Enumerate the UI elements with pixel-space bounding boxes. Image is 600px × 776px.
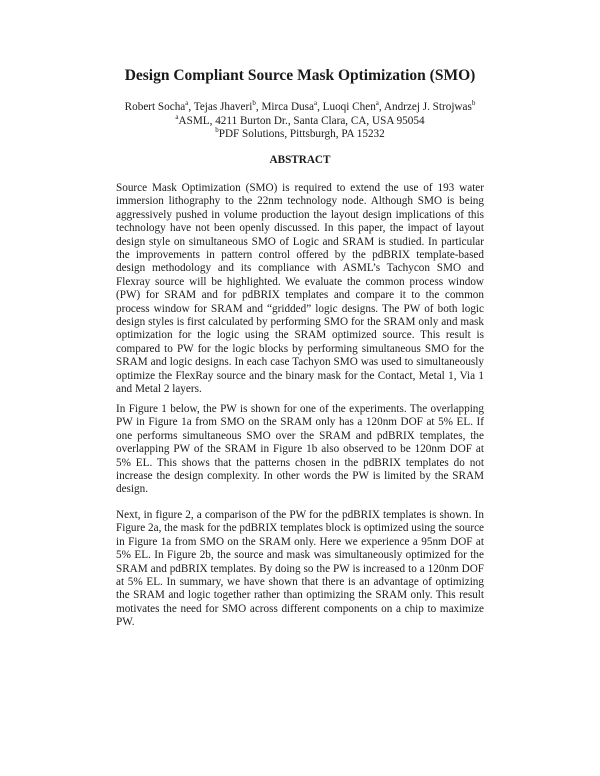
- paper-title: Design Compliant Source Mask Optimization (SMO): [124, 67, 476, 84]
- author-affiliation-marker: a: [375, 99, 379, 107]
- author-affiliation-marker: a: [185, 99, 189, 107]
- affiliation-text: PDF Solutions, Pittsburgh, PA 15232: [218, 128, 385, 140]
- author-affiliation-marker: b: [471, 99, 476, 107]
- author-name: Andrzej J. Strojwas: [383, 101, 472, 113]
- affiliation-marker: b: [215, 126, 219, 134]
- author-name: Robert Socha: [124, 101, 186, 113]
- body-paragraph-figure-1: In Figure 1 below, the PW is shown for one of the experiments. The overlapping PW in Figure 1a from SMO on the SRAM only has a 120nm DOF at 5% EL. If one performs simultaneous SMO over the SRAM and pdBRIX templates, the overlapping PW of the SRAM in Figure 1b also observed to be 120nm DOF at 5% EL. This shows that the patterns chosen in the pdBRIX templates do not increase the design complexity. In other words the PW is limited by the SRAM design.: [116, 403, 484, 496]
- author-name: Tejas Jhaveri: [193, 101, 253, 113]
- abstract-paragraph: Source Mask Optimization (SMO) is required to extend the use of 193 water immersion lithography to the 22nm technology node. Although SMO is being aggressively pushed in volume production the layout design implications of this technology have not been openly discussed. In this paper, the impact of layout design style on simultaneous SMO of Logic and SRAM is studied. In particular the improvements in pattern control offered by the pdBRIX template-based design methodology and its compliance with ASML’s Tachycon SMO and Flexray source will be highlighted. We evaluate the common process window (PW) for SRAM and for pdBRIX templates and compare it to the common process window for SRAM and “gridded” logic designs. The PW of both logic design styles is first calculated by performing SMO for the SRAM only and mask optimization for the logic using the SRAM optimized source. This result is compared to PW for the logic blocks by performing simultaneous SMO for the SRAM and logic designs. In each case Tachyon SMO was used to simultaneously optimize the FlexRay source and the binary mask for the Contact, Metal 1, Via 1 and Metal 2 layers.: [116, 182, 484, 396]
- author-name: Luoqi Chen: [322, 101, 376, 113]
- author-affiliation-marker: b: [252, 99, 256, 107]
- affiliation-asml: [0, 114, 600, 128]
- affiliation-pdf-solutions: [0, 127, 600, 141]
- affiliation-marker: a: [175, 113, 179, 121]
- affiliation-text: ASML, 4211 Burton Dr., Santa Clara, CA, USA 95054: [178, 115, 425, 127]
- author-list: Robert Socha$^a$, Tejas Jhaveri$^b$, Mirca Dusa$^a$, Luoqi Chen$^a$, Andrzej J. Strojwas$^b$: [124, 99, 476, 113]
- body-paragraph-figure-2: Next, in figure 2, a comparison of the PW for the pdBRIX templates is shown. In Figure 2a, the mask for the pdBRIX templates block is optimized using the source in Figure 1a from SMO on the SRAM only. Here we experience a 95nm DOF at 5% EL. In Figure 2b, the source and mask was simultaneously optimized for the SRAM and pdBRIX templates. By doing so the PW is increased to a 120nm DOF at 5% EL. In summary, we have shown that there is an advantage of optimizing the SRAM and logic together rather than optimizing the SRAM only. This result motivates the need for SMO across different components on a chip to maximize PW.: [116, 509, 484, 629]
- abstract-heading: ABSTRACT: [269, 154, 331, 166]
- author-affiliation-marker: a: [313, 99, 318, 107]
- author-name: Mirca Dusa: [261, 101, 314, 113]
